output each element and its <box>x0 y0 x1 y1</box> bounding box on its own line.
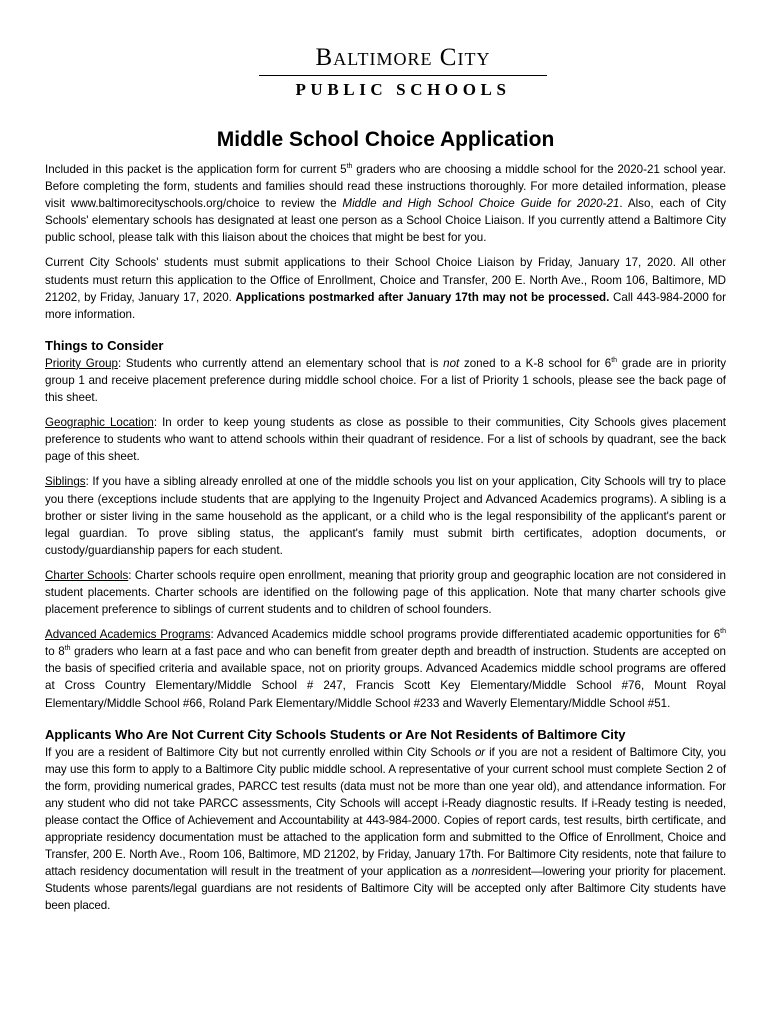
page-title: Middle School Choice Application <box>216 128 555 151</box>
logo-line-2: PUBLIC SCHOOLS <box>295 80 511 99</box>
applicants-paragraph: If you are a resident of Baltimore City but not currently enrolled within City Schools or if you are not a resident of Baltimore City, you may use this form to apply to a Baltimore City public middle school. A representative of your current school must complete Section 2 of the form, providing numerical grades, PARCC test results (data must not be more than one year old), and attendance information. For any student who did not take PARCC assessments, City Schools will accept i-Ready diagnostic results. If i-Ready testing is needed, please contact the Office of Achievement and Accountability at 443-984-2000. Copies of report cards, test results, birth certificate, and appropriate residency documentation must be attached to the application form and submitted to the Office of Enrollment, Choice and Transfer, 200 E. North Ave., Room 106, Baltimore, MD 21202, by Friday, January 17th. For Baltimore City residents, note that failure to attach residency documentation will result in the treatment of your application as a nonresident—lowering your priority for placement. Students whose parents/legal guardians are not residents of Baltimore City will be accepted only after Baltimore City students have been placed. <box>45 745 727 913</box>
intro-paragraph-1: Included in this packet is the application form for current 5th graders who are choosing a middle school for the 2020-21 school year. Before completing the form, students and families should read these instructions thoroughly. For more detailed information, please visit www.baltimorecityschools.org/choice to review the Middle and High School Choice Guide for 2020-21. Also, each of City Schools' elementary schools has designated at least one person as a School Choice Liaison. If you currently attend a Baltimore City public school, please talk with this liaison about the choices that might be best for you. <box>45 163 726 245</box>
things-to-consider-heading: Things to Consider <box>45 337 164 353</box>
baltimore-city-public-schools-logo <box>253 0 553 100</box>
priority-group-paragraph: Priority Group: Students who currently attend an elementary school that is not zoned to a K-8 school for 6th grade are in priority group 1 and receive placement preference during middle school choice. For a list of Priority 1 schools, please see the back page of this sheet. <box>45 356 726 405</box>
logo-line-1: Baltimore City <box>315 44 491 71</box>
advanced-academics-paragraph: Advanced Academics Programs: Advanced Academics middle school programs provide differentiated academic opportunities for 6th to 8th graders who learn at a fast pace and who can benefit from greater depth and breadth of instruction. Students are accepted on the basis of specified criteria and available space, not on priority groups. Advanced Academics middle school programs are offered at Cross Country Elementary/Middle School # 247, Francis Scott Key Elementary/Middle School #76, Mount Royal Elementary/Middle School #66, Roland Park Elementary/Middle School #233 and Waverly Elementary/Middle School #51. <box>45 628 726 710</box>
charter-schools-paragraph: Charter Schools: Charter schools require open enrollment, meaning that priority group and geographic location are not considered in student placements. Charter schools are identified on the following page of this application. Note that many charter schools give placement preference to siblings of current students and to children of school founders. <box>45 568 726 617</box>
siblings-paragraph: Siblings: If you have a sibling already enrolled at one of the middle schools you list on your application, City Schools will try to place you there (exceptions include students that are applying to the Ingenuity Project and Advanced Academics programs). A sibling is a brother or sister living in the same household as the applicant, or a child who is the legal responsibility of the applicant's parent or legal guardian. To prove sibling status, the applicant's family must submit birth certificates, adoption documents, or custody/guardianship papers for each student. <box>45 475 726 557</box>
intro-paragraph-2: Current City Schools' students must submit applications to their School Choice Liaison by Friday, January 17, 2020. All other students must return this application to the Office of Enrollment, Choice and Transfer, 200 E. North Ave., Room 106, Baltimore, MD 21202, by Friday, January 17, 2020. Applications postmarked after January 17th may not be processed. Call 443-984-2000 for more information. <box>45 256 726 321</box>
applicants-heading: Applicants Who Are Not Current City Schools Students or Are Not Residents of Baltimore City <box>45 726 626 742</box>
logo-divider <box>259 75 547 76</box>
geographic-location-paragraph: Geographic Location: In order to keep young students as close as possible to their communities, City Schools gives placement preference to students who want to attend schools within their quadrant of residence. For a list of schools by quadrant, see the back page of this sheet. <box>45 416 726 464</box>
